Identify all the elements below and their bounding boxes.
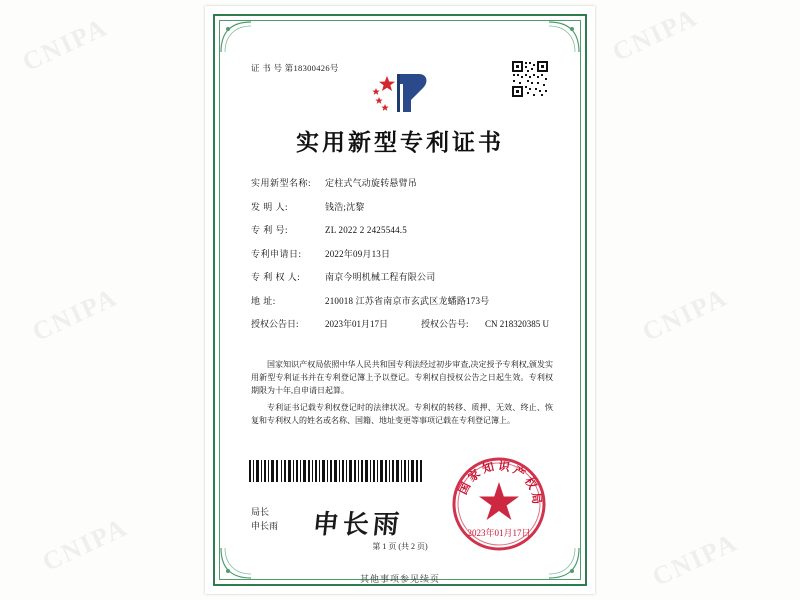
- certificate-fields: [251, 176, 553, 341]
- grant-date-label: 授权公告日:: [251, 319, 299, 329]
- field-label: 实用新型名称:: [251, 178, 312, 188]
- grant-date-value: 2023年01月17日: [325, 319, 389, 329]
- field-value: 钱浩;沈黎: [325, 201, 365, 212]
- field-label: 专 利 权 人:: [251, 272, 301, 282]
- legal-paragraph: 国家知识产权局依照中华人民共和国专利法经过初步审查,决定授予专利权,颁发实用新型专利证书并在专利登记簿上予以登记。专利权自授权公告之日起生效。专利权期限为十年,自申请日起算。: [251, 360, 553, 396]
- field-row: [251, 247, 553, 260]
- signature-name: 申长雨: [251, 520, 279, 531]
- signature-role: 局长: [251, 507, 270, 517]
- cnipa-logo-icon: [367, 70, 433, 116]
- watermark-text: CNIPA: [27, 282, 123, 347]
- field-value: 定柱式气动旋转悬臂吊: [325, 178, 418, 188]
- certificate-content: [229, 28, 571, 574]
- qr-code-icon: [511, 60, 549, 98]
- field-row: [251, 294, 553, 307]
- watermark-text: CNIPA: [637, 282, 733, 347]
- grant-publication-value: CN 218320385 U: [485, 319, 550, 329]
- field-label: 地 址:: [251, 295, 276, 306]
- field-value: 2022年09月13日: [325, 248, 391, 259]
- barcode-icon: [249, 460, 424, 482]
- certificate-number: 证 书 号 第18300426号: [251, 63, 339, 73]
- svg-text:国家知识产权局: 国家知识产权局: [457, 460, 543, 508]
- grant-row: [251, 317, 553, 330]
- legal-paragraph: 专利证书记载专利权登记时的法律状况。专利权的转移、质押、无效、终止、恢复和专利权人的姓名或名称、国籍、地址变更等事项记载在专利登记簿上。: [251, 402, 553, 425]
- field-row: [251, 176, 553, 189]
- signature-block: [251, 506, 278, 533]
- field-value: 南京今明机械工程有限公司: [325, 272, 436, 282]
- page-indicator: 第 1 页 (共 2 页): [372, 542, 428, 551]
- field-label: 专利申请日:: [251, 248, 302, 259]
- field-row: [251, 200, 553, 213]
- legal-paragraphs: [251, 358, 553, 430]
- field-value: 210018 江苏省南京市玄武区龙蟠路173号: [325, 295, 490, 306]
- field-value: ZL 2022 2 2425544.5: [325, 225, 407, 235]
- certificate-title: 实用新型专利证书: [296, 130, 504, 156]
- watermark-text: CNIPA: [647, 527, 743, 592]
- watermark-text: CNIPA: [37, 512, 133, 577]
- seal-date: 2023年01月17日: [467, 528, 531, 538]
- field-row: [251, 223, 553, 236]
- field-row: [251, 270, 553, 283]
- grant-publication-label: 授权公告号:: [421, 319, 469, 329]
- watermark-text: CNIPA: [17, 12, 113, 77]
- field-label: 发 明 人:: [251, 201, 289, 212]
- watermark-text: CNIPA: [607, 2, 703, 67]
- footnote: 其他事项参见续页: [359, 574, 440, 584]
- patent-certificate: [205, 6, 595, 594]
- official-seal: [451, 456, 547, 552]
- field-label: 专 利 号:: [251, 225, 289, 235]
- signature-handwriting: 申长雨: [311, 510, 405, 539]
